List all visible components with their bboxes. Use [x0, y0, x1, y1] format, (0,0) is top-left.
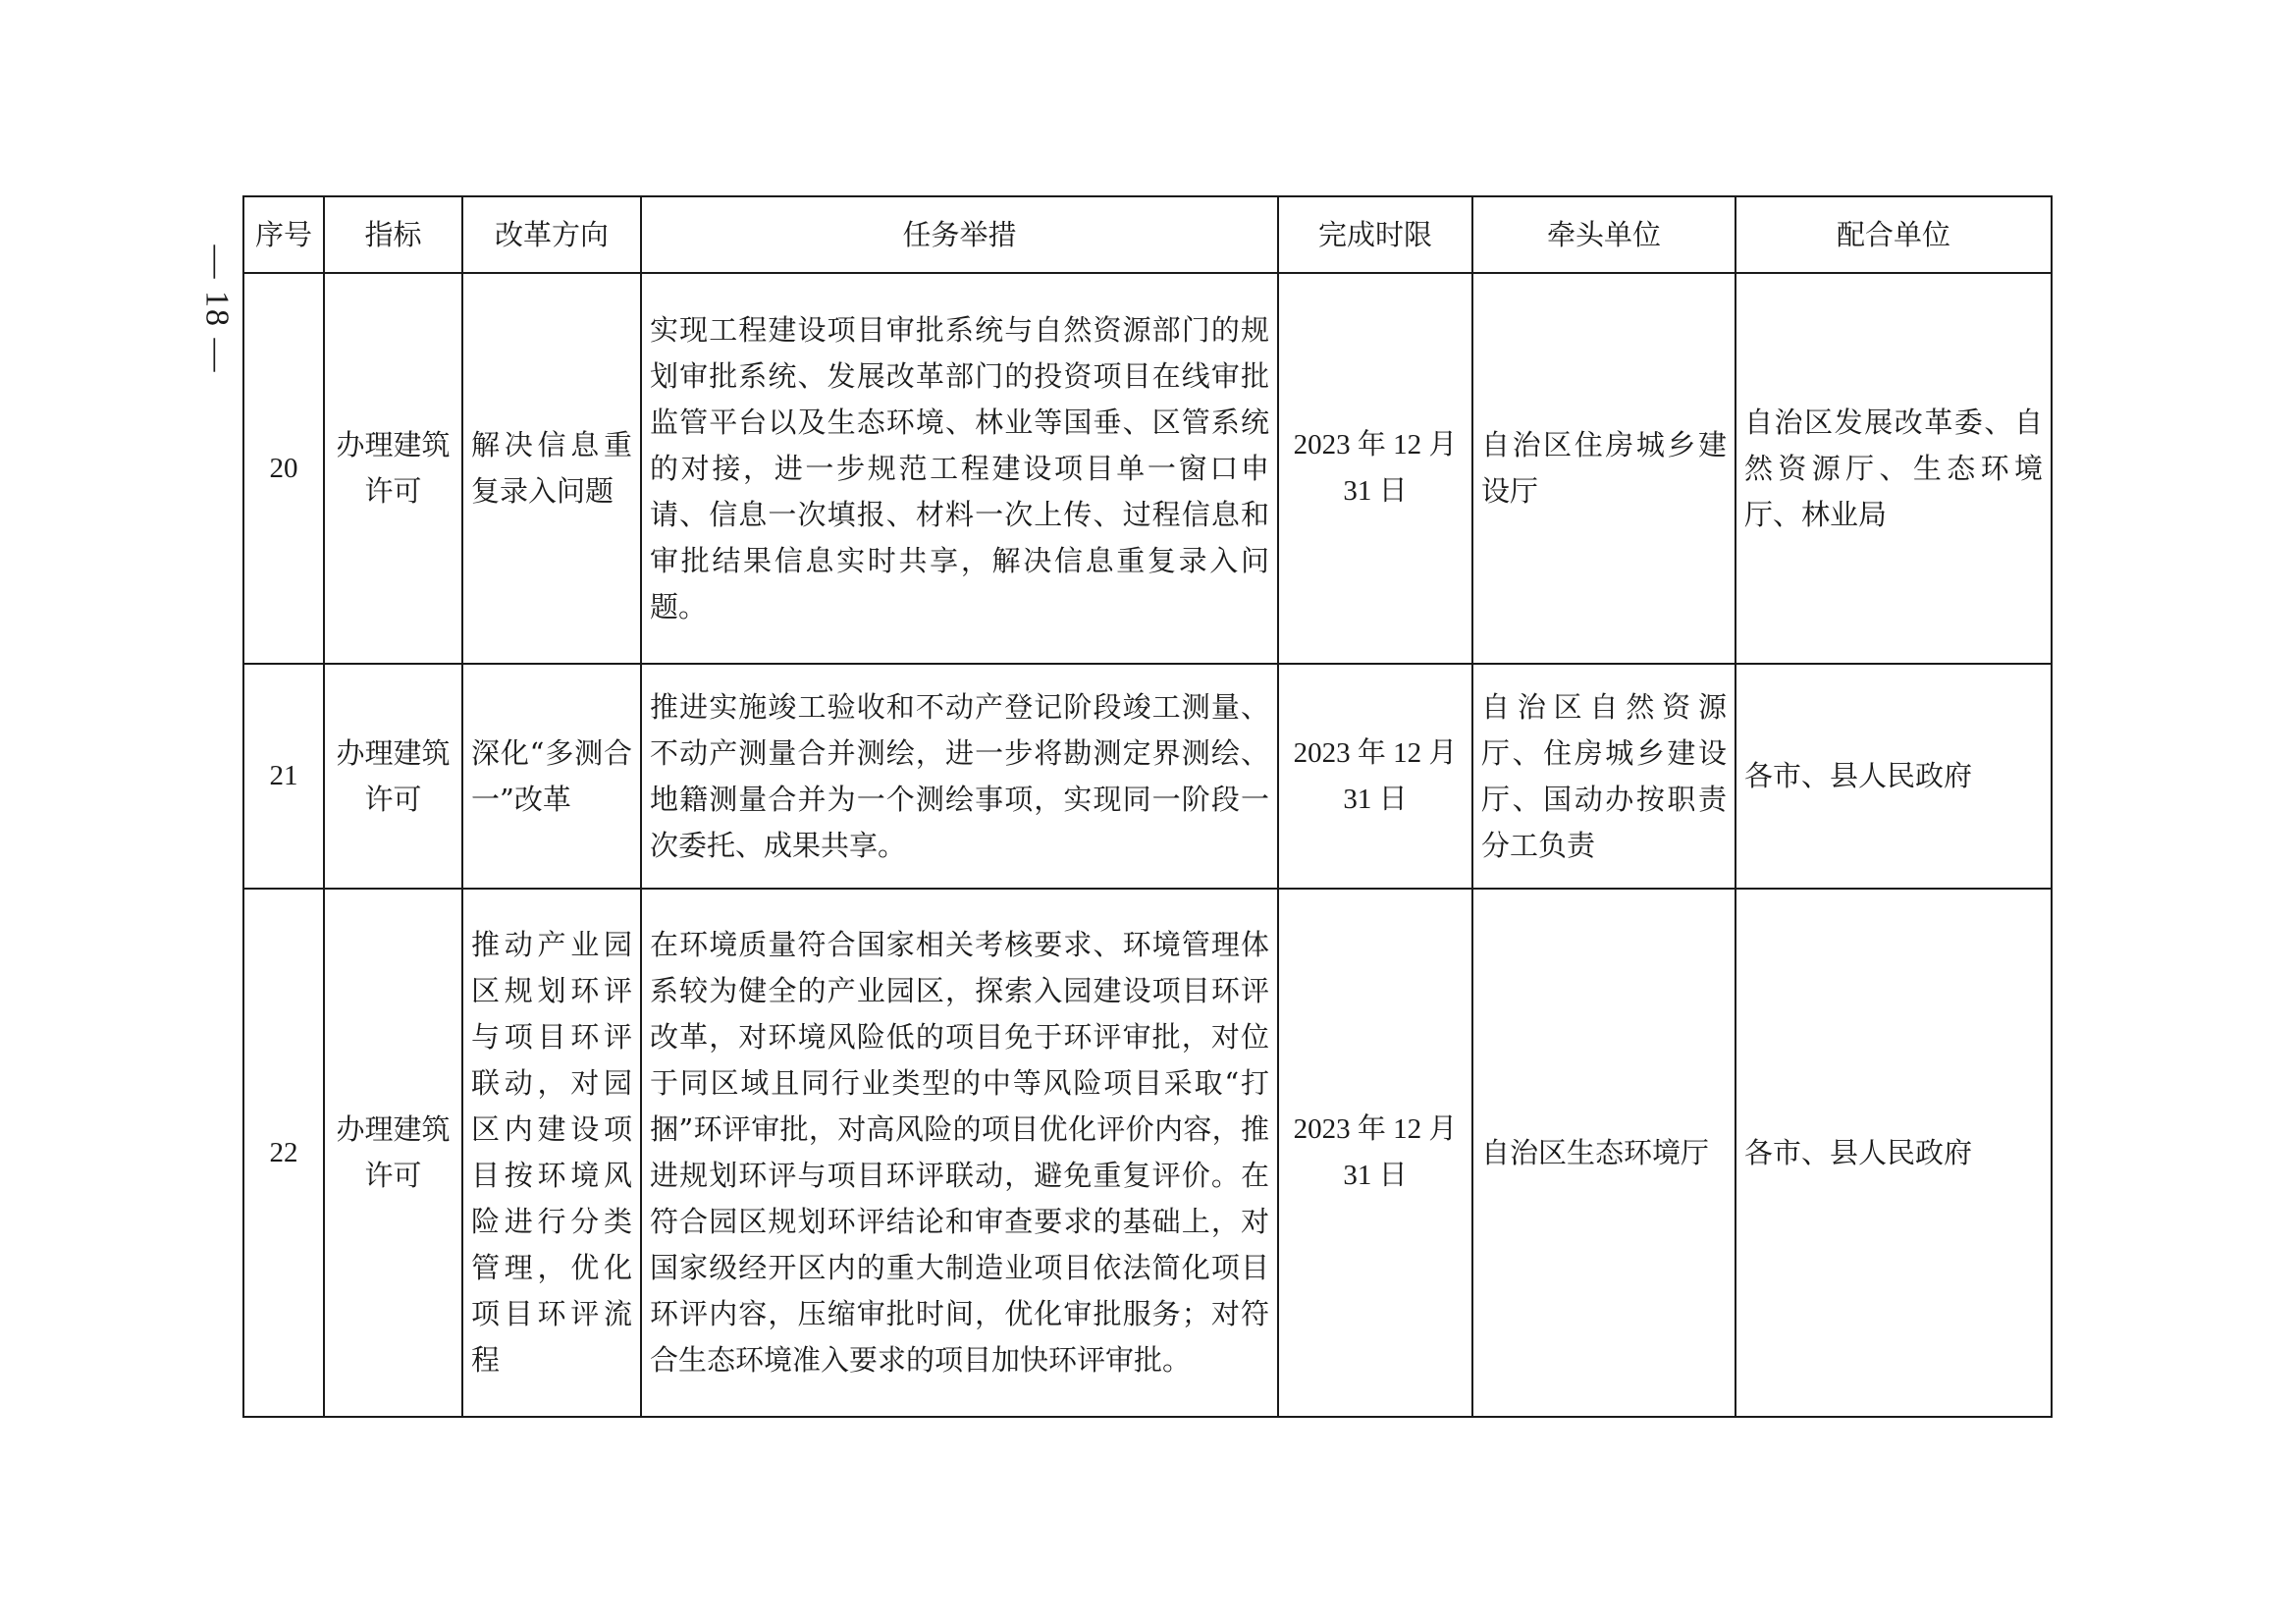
- cell-seq: 20: [243, 273, 324, 664]
- cell-cooperating-unit: 各市、县人民政府: [1735, 664, 2052, 889]
- cell-lead-unit: 自治区生态环境厅: [1472, 889, 1735, 1417]
- header-measures: 任务举措: [641, 196, 1278, 273]
- cell-direction: 深化“多测合一”改革: [462, 664, 641, 889]
- cell-cooperating-unit: 自治区发展改革委、自然资源厅、生态环境厅、林业局: [1735, 273, 2052, 664]
- header-indicator: 指标: [324, 196, 462, 273]
- cell-cooperating-unit: 各市、县人民政府: [1735, 889, 2052, 1417]
- table-row: [243, 664, 2052, 889]
- cell-deadline: 2023 年 12 月 31 日: [1278, 664, 1472, 889]
- table-row: [243, 273, 2052, 664]
- cell-indicator: 办理建筑许可: [324, 273, 462, 664]
- cell-deadline: 2023 年 12 月 31 日: [1278, 889, 1472, 1417]
- cell-measures: 实现工程建设项目审批系统与自然资源部门的规划审批系统、发展改革部门的投资项目在线审批监管平台以及生态环境、林业等国垂、区管系统的对接，进一步规范工程建设项目单一窗口申请、信息一次填报、材料一次上传、过程信息和审批结果信息实时共享，解决信息重复录入问题。: [641, 273, 1278, 664]
- reform-task-table: [242, 195, 2053, 1418]
- cell-measures: 推进实施竣工验收和不动产登记阶段竣工测量、不动产测量合并测绘，进一步将勘测定界测绘、地籍测量合并为一个测绘事项，实现同一阶段一次委托、成果共享。: [641, 664, 1278, 889]
- header-seq: 序号: [243, 196, 324, 273]
- cell-measures: 在环境质量符合国家相关考核要求、环境管理体系较为健全的产业园区，探索入园建设项目环评改革，对环境风险低的项目免于环评审批，对位于同区域且同行业类型的中等风险项目采取“打捆”环评审批，对高风险的项目优化评价内容，推进规划环评与项目环评联动，避免重复评价。在符合园区规划环评结论和审查要求的基础上，对国家级经开区内的重大制造业项目依法简化项目环评内容，压缩审批时间，优化审批服务；对符合生态环境准入要求的项目加快环评审批。: [641, 889, 1278, 1417]
- page-number: [191, 236, 240, 383]
- table-header-row: [243, 196, 2052, 273]
- cell-lead-unit: 自治区自然资源厅、住房城乡建设厅、国动办按职责分工负责: [1472, 664, 1735, 889]
- header-direction: 改革方向: [462, 196, 641, 273]
- cell-indicator: 办理建筑许可: [324, 664, 462, 889]
- cell-seq: 22: [243, 889, 324, 1417]
- cell-indicator: 办理建筑许可: [324, 889, 462, 1417]
- cell-seq: 21: [243, 664, 324, 889]
- cell-lead-unit: 自治区住房城乡建设厅: [1472, 273, 1735, 664]
- cell-deadline: 2023 年 12 月 31 日: [1278, 273, 1472, 664]
- table-row: [243, 889, 2052, 1417]
- header-deadline: 完成时限: [1278, 196, 1472, 273]
- page-number-text: — 18 —: [198, 244, 235, 374]
- cell-direction: 解决信息重复录入问题: [462, 273, 641, 664]
- cell-direction: 推动产业园区规划环评与项目环评联动，对园区内建设项目按环境风险进行分类管理，优化项目环评流程: [462, 889, 641, 1417]
- header-lead-unit: 牵头单位: [1472, 196, 1735, 273]
- header-cooperating-unit: 配合单位: [1735, 196, 2052, 273]
